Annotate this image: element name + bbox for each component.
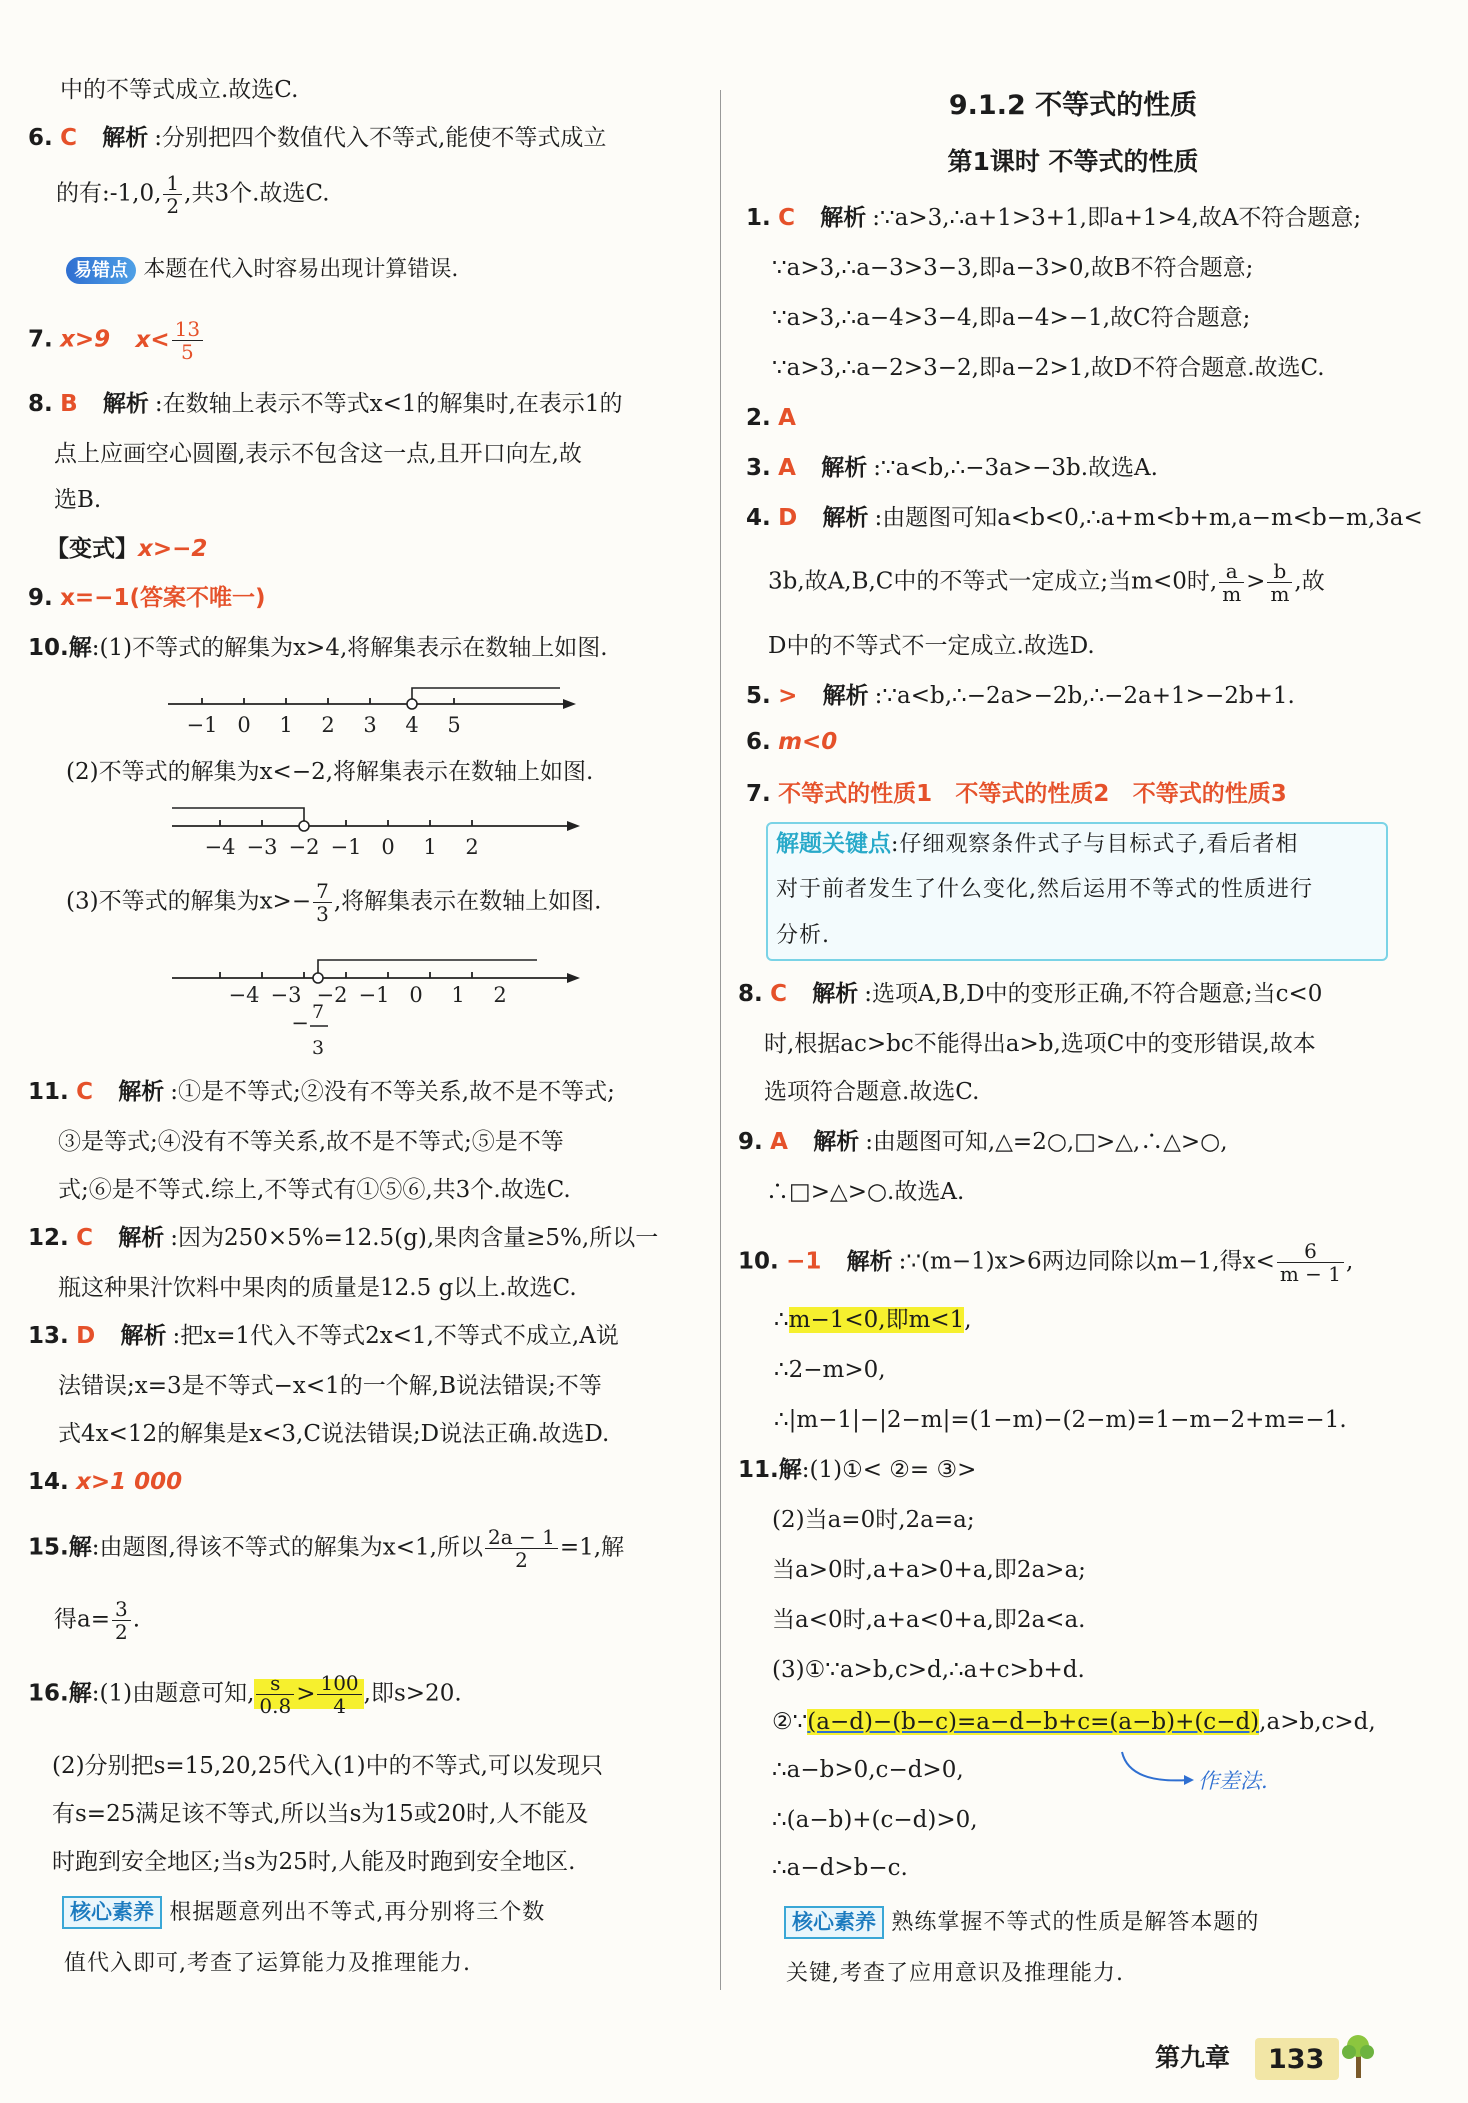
question-7: 7. 不等式的性质1 不等式的性质2 不等式的性质3 [746,781,1287,807]
fraction: $\frac{b}{m}$ [1267,560,1292,605]
text-line: D中的不等式不一定成立.故选D. [768,633,1095,659]
section-title: 9.1.2 不等式的性质 [948,90,1198,121]
text-line: 选B. [54,487,102,513]
text-line: 当a>0时,a+a>0+a,即2a>a; [772,1557,1086,1583]
text-line: ∵a>3,∴a−4>3−4,即a−4>−1,故C符合题意; [772,305,1251,331]
core-literacy-badge: 核心素养 [62,1896,162,1929]
text-line: 关键,考查了应用意识及推理能力. [786,1961,1124,1986]
text-line: (3)①∵a>b,c>d,∴a+c>b+d. [772,1657,1085,1683]
text-line: (2)不等式的解集为x<−2,将解集表示在数轴上如图. [66,759,594,785]
tick-label: 0 [409,983,423,1007]
question-15: 15.解:由题图,得该不等式的解集为x<1,所以 $\frac{2a - 1}{2}$ =1,解 [28,1525,625,1572]
fraction: $\frac{s}{0.8}$ [256,1672,294,1717]
text-line: 有s=25满足该不等式,所以当s为15或20时,人不能及 [52,1801,589,1827]
fraction: $\frac{2a - 1}{2}$ [485,1526,558,1571]
question-9: 9. x=−1(答案不唯一) [28,585,266,611]
text-line: ∴(a−b)+(c−d)>0, [772,1807,978,1833]
question-8: 8. B 解析 :在数轴上表示不等式x<1的解集时,在表示1的 [28,391,623,417]
tick-label: −4 [204,835,236,859]
tick-label: −4 [228,983,260,1007]
question-11: 11.解:(1)①< ②= ③> [738,1457,977,1483]
text-line: 分析. [776,923,830,948]
error-tip: 易错点 本题在代入时容易出现计算错误. [66,255,458,285]
tick-label: 5 [447,713,461,737]
text-line: ∵a>3,∴a−2>3−2,即a−2>1,故D不符合题意.故选C. [772,355,1325,381]
tick-label: 4 [405,713,419,737]
question-2: 2. A [746,405,796,431]
fraction: $\frac{13}{5}$ [172,318,203,363]
text-line: 时,根据ac>bc不能得出a>b,选项C中的变形错误,故本 [764,1031,1316,1057]
fraction: $\frac{1}{2}$ [163,172,182,217]
tick-label-fraction-numerator: 7 [311,1001,325,1023]
core-literacy-note: 核心素养 根据题意列出不等式,再分别将三个数 [62,1896,545,1929]
text-line: ∴a−d>b−c. [772,1855,908,1881]
tick-label: 0 [381,835,395,859]
error-tip-badge: 易错点 [66,257,136,284]
text-line: (2)当a=0时,2a=a; [772,1507,975,1533]
tick-label: 0 [237,713,251,737]
chapter-label: 第九章 [1155,2043,1231,2072]
lesson-title: 第1课时 不等式的性质 [947,147,1199,176]
core-literacy-note: 核心素养 熟练掌握不等式的性质是解答本题的 [784,1906,1259,1939]
question-6-line2: 的有:-1,0, $\frac{1}{2}$ ,共3个.故选C. [56,171,330,218]
question-9: 9. A 解析 :由题图可知,△=2○,□>△,∴△>○, [738,1129,1228,1155]
page-number: 133 [1268,2044,1325,2075]
question-7: 7. x>9 x< $\frac{13}{5}$ [28,318,205,363]
variant: 【变式】x>−2 [46,536,208,562]
column-divider [720,90,721,1990]
number-line-3 [172,950,592,1062]
tick-label: −3 [246,835,278,859]
question-8: 8. C 解析 :选项A,B,D中的变形正确,不符合题意;当c<0 [738,981,1323,1007]
key-point-line: 解题关键点:仔细观察条件式子与目标式子,看后者相 [776,831,1299,857]
highlight: (a−d)−(b−c)=a−d−b+c=(a−b)+(c−d) [807,1709,1260,1735]
tick-label: 3 [363,713,377,737]
fraction: $\frac{3}{2}$ [112,1598,131,1643]
question-3: 3. A 解析 :∵a<b,∴−3a>−3b.故选A. [746,455,1158,481]
question-16: 16.解:(1)由题意可知, $\frac{s}{0.8}$ > $\frac{100}{4}$ ,即s>20. [28,1671,462,1718]
text-line: ∴□>△>○.故选A. [766,1179,965,1205]
question-4: 4. D 解析 :由题图可知a<b<0,∴a+m<b+m,a−m<b−m,3a< [746,505,1423,531]
text-line: ∴2−m>0, [774,1357,886,1383]
tick-label: 2 [465,835,479,859]
number-line-1 [168,680,588,740]
fraction: $\frac{100}{4}$ [317,1672,361,1717]
text-line: ∴|m−1|−|2−m|=(1−m)−(2−m)=1−m−2+m=−1. [774,1407,1347,1433]
fraction: $\frac{6}{m - 1}$ [1277,1240,1344,1285]
text-line: 式4x<12的解集是x<3,C说法错误;D说法正确.故选D. [58,1421,610,1447]
text-line: 值代入即可,考查了运算能力及推理能力. [64,1951,471,1976]
question-14: 14. x>1 000 [28,1469,183,1495]
text-line: 当a<0时,a+a<0+a,即2a<a. [772,1607,1086,1633]
text-line: 式;⑥是不等式.综上,不等式有①⑤⑥,共3个.故选C. [58,1177,571,1203]
highlight: m−1<0,即m<1 [788,1307,965,1333]
tick-label: 1 [279,713,293,737]
tick-label: −2 [316,983,348,1007]
question-5: 5. > 解析 :∵a<b,∴−2a>−2b,∴−2a+1>−2b+1. [746,683,1295,709]
key-point-label: 解题关键点 [776,831,891,857]
question-10: 10.解:(1)不等式的解集为x>4,将解集表示在数轴上如图. [28,635,608,661]
question-1: 1. C 解析 :∵a>3,∴a+1>3+1,即a+1>4,故A不符合题意; [746,205,1362,231]
text-line: ③是等式;④没有不等关系,故不是不等式;⑤是不等 [58,1129,564,1155]
key-point-box [766,822,1388,961]
fraction: $\frac{7}{3}$ [313,880,332,925]
question-10-line2: ∴m−1<0,即m<1, [774,1307,972,1333]
tick-label-fraction-denominator: 3 [311,1037,325,1059]
highlight: $\frac{s}{0.8}$ > $\frac{100}{4}$ [254,1679,363,1709]
question-4-line2: 3b,故A,B,C中的不等式一定成立;当m<0时, $\frac{a}{m}$ > $\frac{b}{m}$ ,故 [768,559,1325,606]
question-13: 13. D 解析 :把x=1代入不等式2x<1,不等式不成立,A说 [28,1323,619,1349]
question-6: 6. m<0 [746,729,838,755]
text-line: ∵a>3,∴a−3>3−3,即a−3>0,故B不符合题意; [772,255,1254,281]
text-line: 法错误;x=3是不等式−x<1的一个解,B说法错误;不等 [58,1373,602,1399]
tick-label: −1 [186,713,218,737]
question-11: 11. C 解析 :①是不等式;②没有不等关系,故不是不等式; [28,1079,615,1105]
text-line: 瓶这种果汁饮料中果肉的质量是12.5 g以上.故选C. [58,1275,577,1301]
annotation-note: 作差法. [1198,1769,1268,1793]
tick-label: −2 [288,835,320,859]
tick-label: −1 [330,835,362,859]
tick-label: −1 [358,983,390,1007]
text-line: 选项符合题意.故选C. [764,1079,980,1105]
text-line: 对于前者发生了什么变化,然后运用不等式的性质进行 [776,877,1313,902]
question-12: 12. C 解析 :因为250×5%=12.5(g),果肉含量≥5%,所以一 [28,1225,659,1251]
tick-label: 1 [451,983,465,1007]
question-15-line2: 得a= $\frac{3}{2}$ . [54,1597,141,1644]
tick-label: 1 [423,835,437,859]
question-6: 6. C 解析 :分别把四个数值代入不等式,能使不等式成立 [28,125,607,151]
text-line: 点上应画空心圆圈,表示不包含这一点,且开口向左,故 [54,441,582,467]
text-line: ∴a−b>0,c−d>0, [772,1757,964,1783]
question-11-line6: ②∵(a−d)−(b−c)=a−d−b+c=(a−b)+(c−d),a>b,c>d, [772,1709,1376,1735]
tick-label: 2 [321,713,335,737]
tree-icon [1336,2030,1380,2084]
tick-label: −3 [270,983,302,1007]
core-literacy-badge: 核心素养 [784,1906,884,1939]
fraction: $\frac{a}{m}$ [1219,560,1244,605]
text-line: 中的不等式成立.故选C. [60,77,299,103]
text-line: 时跑到安全地区;当s为25时,人能及时跑到安全地区. [52,1849,576,1875]
tick-label: 2 [493,983,507,1007]
tick-label-fraction-sign: − [291,1011,309,1035]
number-line-2 [172,798,592,860]
question-10-part3: (3)不等式的解集为x>− $\frac{7}{3}$ ,将解集表示在数轴上如图. [66,879,602,926]
question-10: 10. −1 解析 :∵(m−1)x>6两边同除以m−1,得x< $\frac{6}{m - 1}$ , [738,1239,1354,1286]
text-line: (2)分别把s=15,20,25代入(1)中的不等式,可以发现只 [52,1753,603,1779]
annotation-arrow-icon [1118,1750,1198,1790]
